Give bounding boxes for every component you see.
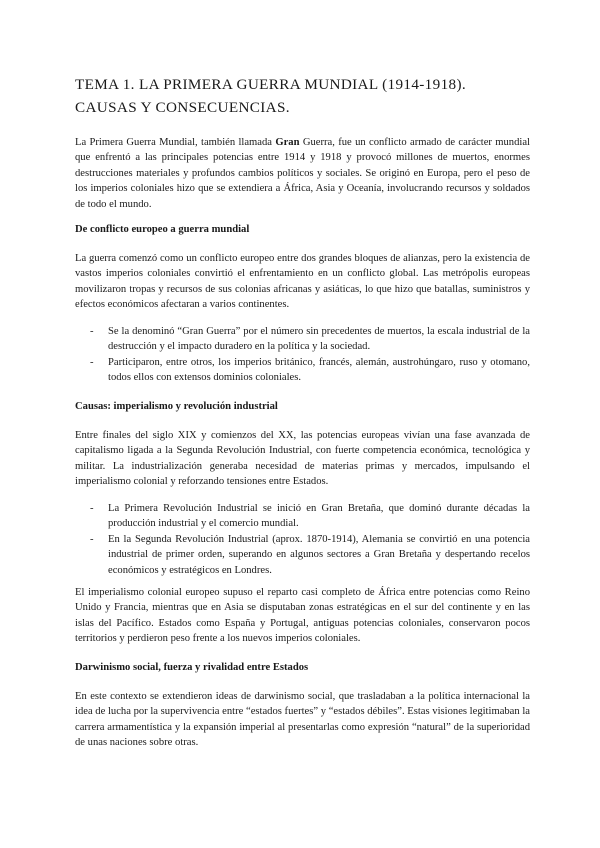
- section-paragraph: En este contexto se extendieron ideas de darwinismo social, que trasladaban a la política internacional la idea de lucha por la supervivencia entre “estados fuertes” y “estados débiles”. Estas visiones legitimaban la carrera armamentística y la expansión imperial al presentarlas como expresión “natural” de la superioridad de unas naciones sobre otras.: [75, 691, 530, 749]
- bullet-marker: -: [90, 533, 94, 545]
- list-item: [90, 324, 530, 355]
- bullet-marker: -: [90, 503, 94, 514]
- list-item: [90, 532, 530, 578]
- bullet-list: [90, 501, 530, 578]
- bullet-marker: -: [90, 326, 94, 337]
- section-paragraph: Entre finales del siglo XIX y comienzos del XX, las potencias europeas vivían una fase avanzada de capitalismo ligada a la Segunda Revolución Industrial, con fuerte competencia económica, tecnológica y militar. La industrialización generaba necesidad de materias primas y mercados, impulsando el imperialismo colonial y reforzando tensiones entre Estados.: [75, 430, 530, 488]
- list-item: [90, 501, 530, 532]
- section-heading: Darwinismo social, fuerza y rivalidad entre Estados: [75, 662, 309, 673]
- bullet-marker: -: [90, 356, 94, 368]
- list-item: [90, 355, 530, 386]
- intro-text-rest: Guerra, fue un conflicto armado de carácter mundial que enfrentó a las principales potencias entre 1914 y 1918 y provocó millones de muertos, enormes destrucciones materiales y profundos cambios políticos y sociales. Se originó en Europa, pero el peso de los imperios coloniales hizo que se extendiera a África, Asia y Oceanía, involucrando recursos y soldados de todo el mundo.: [75, 137, 530, 210]
- section-paragraph: La guerra comenzó como un conflicto europeo entre dos grandes bloques de alianzas, pero la existencia de vastos imperios coloniales convirtió el enfrentamiento en un conflicto global. Las metrópolis europeas movilizaron tropas y recursos de sus colonias africanas y asiáticas, lo que hizo que batallas, suministros y efectos económicos afectaran a varios continentes.: [75, 253, 530, 311]
- section-heading: De conflicto europeo a guerra mundial: [75, 224, 250, 235]
- bullet-list: [90, 324, 530, 386]
- document-title: TEMA 1. LA PRIMERA GUERRA MUNDIAL (1914-1918). CAUSAS Y CONSECUENCIAS.: [75, 76, 467, 116]
- intro-bold-word: Gran: [275, 137, 300, 148]
- intro-text-start: La Primera Guerra Mundial, también llamada: [75, 137, 276, 148]
- section-heading: Causas: imperialismo y revolución industrial: [75, 401, 278, 412]
- list-item-text: En la Segunda Revolución Industrial (aprox. 1870-1914), Alemania se convirtió en una potencia industrial de primer orden, superando en algunos sectores a Gran Bretaña y despertando recelos económicos y estratégicos en Londres.: [108, 533, 530, 576]
- section-paragraph: El imperialismo colonial europeo supuso el reparto casi completo de África entre potencias como Reino Unido y Francia, mientras que en Asia se disputaban zonas estratégicas en el sur del continente y en las islas del Pacífico. Estados como España y Portugal, antiguas potencias coloniales, conservaron pocos territorios y perdieron peso frente a los nuevos imperios coloniales.: [75, 587, 530, 645]
- intro-paragraph: [75, 135, 530, 212]
- list-item-text: Participaron, entre otros, los imperios británico, francés, alemán, austrohúngaro, ruso y otomano, todos ellos con extensos dominios coloniales.: [108, 356, 530, 384]
- list-item-text: La Primera Revolución Industrial se inició en Gran Bretaña, que dominó durante décadas la producción industrial y el comercio mundial.: [108, 503, 530, 530]
- list-item-text: Se la denominó “Gran Guerra” por el número sin precedentes de muertos, la escala industrial de la destrucción y el impacto duradero en la política y la sociedad.: [108, 326, 530, 353]
